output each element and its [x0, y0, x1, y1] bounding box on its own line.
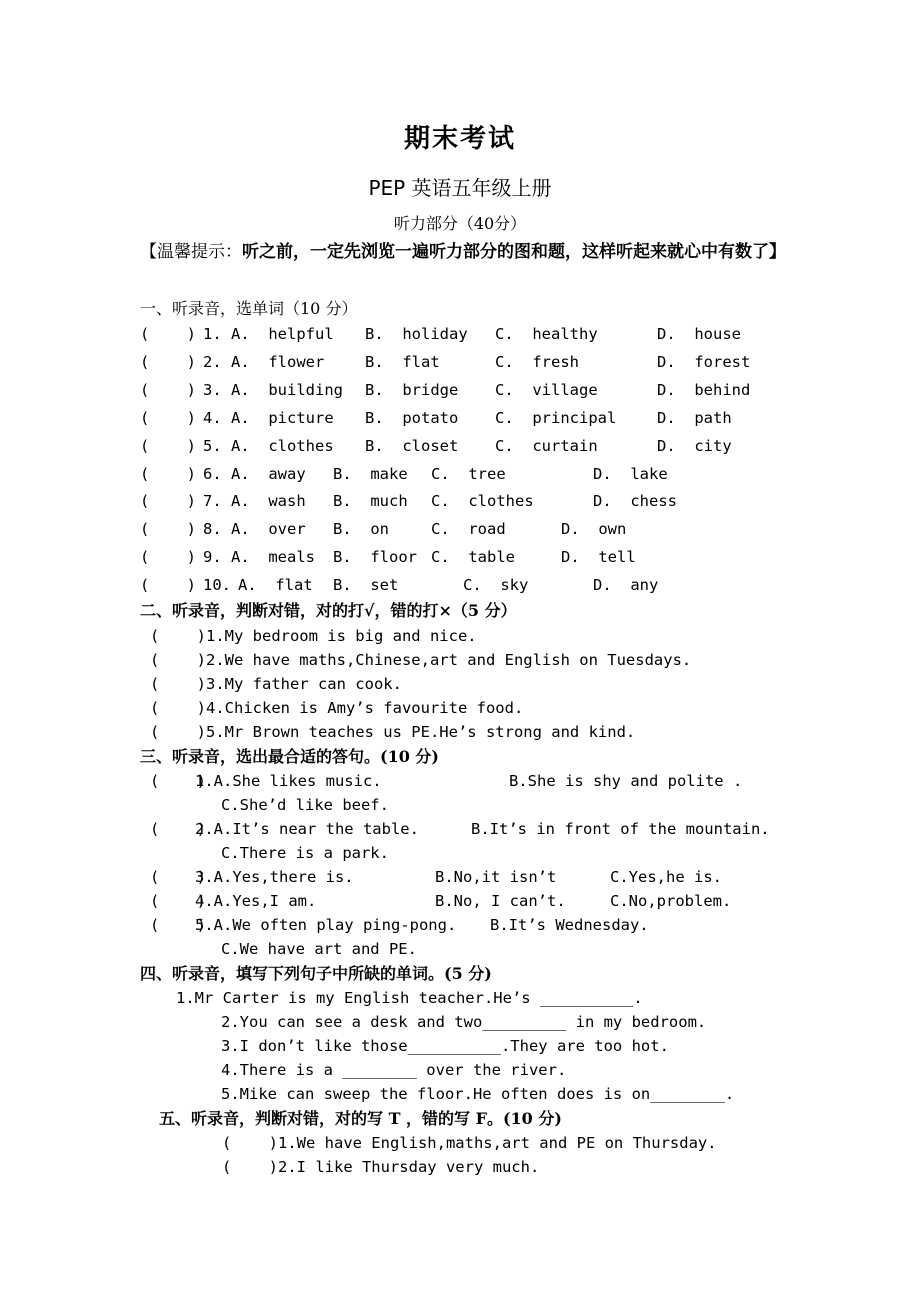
tip-note: [140, 238, 790, 266]
s1-b-3: B. bridge: [365, 380, 459, 399]
s1-c-2: C. fresh: [495, 352, 579, 371]
s1-a-1: A. helpful: [231, 325, 334, 343]
s3-bracket-5: ( ): [150, 916, 206, 934]
s1-d-7: D. chess: [593, 492, 677, 511]
s1-a-5: A. clothes: [231, 436, 334, 455]
s1-d-9: D. tell: [561, 548, 636, 567]
s1-bracket-7: ( ): [140, 492, 196, 511]
s4-item-3: 3.I don’t like those__________.They are too hot.: [221, 1037, 669, 1055]
s3-a-5: 5.A.We often play ping-pong.: [195, 916, 457, 934]
s1-a-2: A. flower: [231, 352, 325, 371]
s1-num-5: 5.: [203, 436, 222, 455]
s3-c-1: C.She’d like beef.: [221, 796, 389, 814]
s1-c-10: C. sky: [463, 576, 529, 595]
s1-num-8: 8.: [203, 520, 222, 539]
s3-bracket-2: ( ): [150, 820, 206, 838]
s4-item-4: 4.There is a ________ over the river.: [221, 1061, 567, 1079]
s1-num-1: 1.: [203, 325, 222, 343]
s2-item-5: ( )5.Mr Brown teaches us PE.He’s strong and kind.: [150, 723, 636, 741]
s5-item-1: ( )1.We have English,maths,art and PE on Thursday.: [222, 1134, 717, 1152]
s1-a-10: A. flat: [238, 576, 313, 595]
s1-a-4: A. picture: [231, 408, 334, 427]
s1-bracket-10: ( ): [140, 576, 196, 595]
s1-bracket-1: ( ): [140, 325, 196, 343]
s1-bracket-3: ( ): [140, 380, 196, 399]
s3-b-3: B.No,it isn’t: [435, 868, 557, 886]
s1-num-9: 9.: [203, 548, 222, 567]
s1-c-7: C. clothes: [431, 492, 534, 511]
s3-a-3: 3.A.Yes,there is.: [195, 868, 354, 886]
s3-c-5: C.We have art and PE.: [221, 940, 417, 958]
section3-heading: 三、听录音，选出最合适的答句。(10 分): [140, 747, 439, 766]
s1-d-6: D. lake: [593, 464, 668, 483]
section4-heading: 四、听录音，填写下列句子中所缺的单词。(5 分): [140, 964, 492, 983]
page-subtitle: PEP 英语五年级上册: [368, 176, 552, 200]
s1-b-8: B. on: [333, 520, 389, 539]
s5-item-2: ( )2.I like Thursday very much.: [222, 1158, 540, 1176]
s1-bracket-2: ( ): [140, 352, 196, 371]
s1-bracket-5: ( ): [140, 436, 196, 455]
s3-c-4: C.No,problem.: [610, 892, 732, 910]
s1-a-8: A. over: [231, 520, 306, 539]
s1-d-8: D. own: [561, 520, 627, 539]
s1-bracket-9: ( ): [140, 548, 196, 567]
s1-num-6: 6.: [203, 464, 222, 483]
section5-heading: 五、听录音，判断对错，对的写 T ，错的写 F。(10 分): [159, 1109, 562, 1128]
page-title: 期末考试: [403, 124, 516, 154]
s1-c-9: C. table: [431, 548, 515, 567]
s3-c-3: C.Yes,he is.: [610, 868, 722, 886]
s1-c-4: C. principal: [495, 408, 617, 427]
s1-c-6: C. tree: [431, 464, 506, 483]
s1-d-10: D. any: [593, 576, 659, 595]
s3-b-1: B.She is shy and polite .: [509, 772, 743, 790]
s3-b-4: B.No, I can’t.: [435, 892, 566, 910]
s3-bracket-3: ( ): [150, 868, 206, 886]
s4-item-1: 1.Mr Carter is my English teacher.He’s __________.: [176, 989, 643, 1007]
s2-item-2: ( )2.We have maths,Chinese,art and English on Tuesdays.: [150, 651, 692, 669]
s3-a-1: 1.A.She likes music.: [195, 772, 382, 790]
s1-b-4: B. potato: [365, 408, 459, 427]
s1-d-1: D. house: [657, 325, 741, 343]
s3-bracket-1: ( ): [150, 772, 206, 790]
s1-b-5: B. closet: [365, 436, 459, 455]
s1-a-9: A. meals: [231, 548, 315, 567]
s1-a-6: A. away: [231, 464, 306, 483]
s2-item-4: ( )4.Chicken is Amy’s favourite food.: [150, 699, 524, 717]
s1-bracket-6: ( ): [140, 464, 196, 483]
s2-item-3: ( )3.My father can cook.: [150, 675, 402, 693]
s2-item-1: ( )1.My bedroom is big and nice.: [150, 627, 477, 645]
s1-b-2: B. flat: [365, 352, 440, 371]
s1-num-4: 4.: [203, 408, 222, 427]
s1-num-2: 2.: [203, 352, 222, 371]
s1-a-3: A. building: [231, 380, 343, 399]
listening-part-label: 听力部分（40分）: [393, 214, 527, 233]
s1-c-1: C. healthy: [495, 325, 598, 343]
s1-d-3: D. behind: [657, 380, 751, 399]
s1-a-7: A. wash: [231, 492, 306, 511]
s1-b-6: B. make: [333, 464, 408, 483]
s3-b-2: B.It’s in front of the mountain.: [471, 820, 770, 838]
s1-bracket-4: ( ): [140, 408, 196, 427]
s1-b-7: B. much: [333, 492, 408, 511]
s1-c-3: C. village: [495, 380, 598, 399]
s1-num-3: 3.: [203, 380, 222, 399]
section2-heading: 二、听录音，判断对错，对的打√，错的打×（5 分）: [140, 601, 517, 620]
s1-d-2: D. forest: [657, 352, 751, 371]
s1-d-5: D. city: [657, 436, 732, 455]
section1-heading: 一、听录音，选单词（10 分）: [140, 299, 358, 318]
s3-bracket-4: ( ): [150, 892, 206, 910]
s1-num-10: 10.: [203, 576, 231, 595]
s3-a-4: 4.A.Yes,I am.: [195, 892, 317, 910]
s1-c-5: C. curtain: [495, 436, 598, 455]
s1-c-8: C. road: [431, 520, 506, 539]
s1-num-7: 7.: [203, 492, 222, 511]
s4-item-5: 5.Mike can sweep the floor.He often does is on________.: [221, 1085, 735, 1103]
s4-item-2: 2.You can see a desk and two_________ in my bedroom.: [221, 1013, 707, 1031]
s1-d-4: D. path: [657, 408, 732, 427]
s1-b-10: B. set: [333, 576, 399, 595]
s3-b-5: B.It’s Wednesday.: [490, 916, 649, 934]
s3-a-2: 2.A.It’s near the table.: [195, 820, 419, 838]
tip-body: 听之前，一定先浏览一遍听力部分的图和题，这样听起来就心中有数了】: [242, 242, 786, 262]
s1-b-9: B. floor: [333, 548, 417, 567]
tip-open: 【温馨提示：: [140, 242, 242, 262]
s3-c-2: C.There is a park.: [221, 844, 389, 862]
s1-bracket-8: ( ): [140, 520, 196, 539]
s1-b-1: B. holiday: [365, 325, 468, 343]
